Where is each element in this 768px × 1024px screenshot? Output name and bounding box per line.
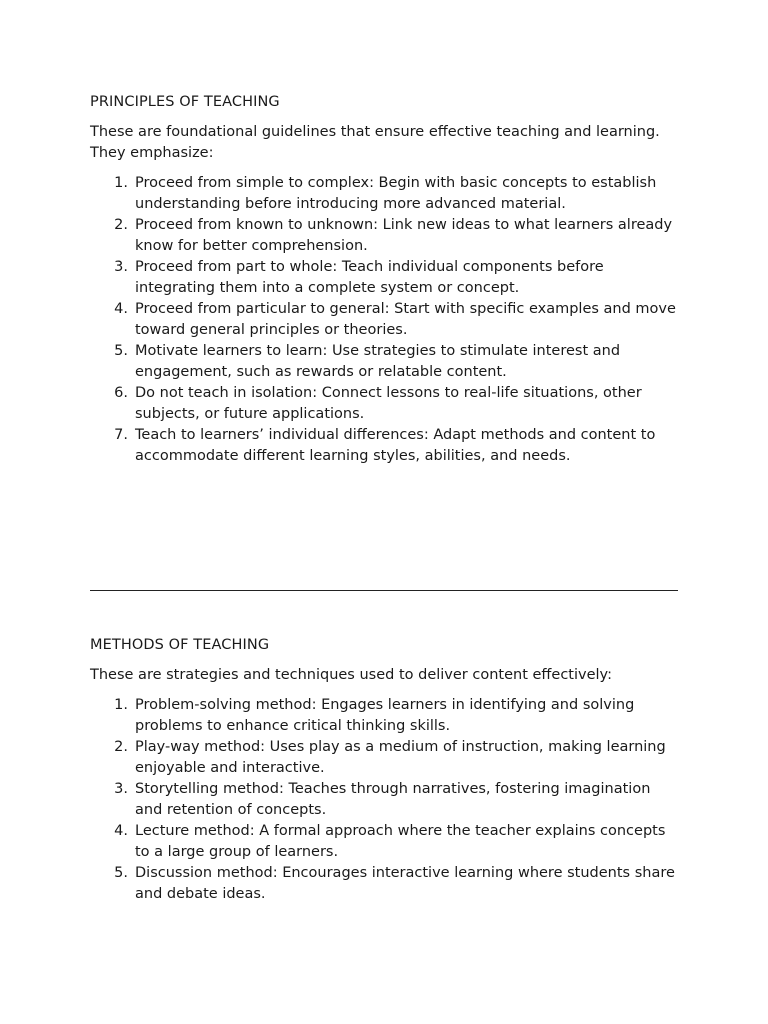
list-item-text: Problem-solving method: Engages learners in identifying and solving problems to enhance critical thinking skills. [135,697,635,734]
list-item [90,257,680,299]
section-divider [90,590,678,591]
list-number: 5. [114,343,128,359]
list-item [90,779,680,821]
list-number: 3. [114,781,128,797]
list-item [90,425,680,467]
list-number: 1. [114,697,128,713]
list-number: 3. [114,259,128,275]
list-item-text: Proceed from part to whole: Teach individual components before integrating them into a complete system or concept. [135,259,604,296]
list-item-text: Proceed from particular to general: Start with specific examples and move toward general principles or theories. [135,301,676,338]
list-item [90,695,680,737]
list-number: 1. [114,175,128,191]
list-item [90,863,680,905]
list-item-text: Storytelling method: Teaches through narratives, fostering imagination and retention of concepts. [135,781,651,818]
list-item [90,341,680,383]
list-number: 2. [114,217,128,233]
methods-section [90,635,680,905]
list-number: 4. [114,301,128,317]
methods-list [90,695,680,905]
list-item-text: Teach to learners’ individual differences: Adapt methods and content to accommodate different learning styles, abilities, and needs. [135,427,656,464]
list-item-text: Motivate learners to learn: Use strategies to stimulate interest and engagement, such as rewards or relatable content. [135,343,621,380]
list-item-text: Lecture method: A formal approach where the teacher explains concepts to a large group of learners. [135,823,666,860]
list-number: 6. [114,385,128,401]
list-number: 2. [114,739,128,755]
methods-heading: METHODS OF TEACHING [90,637,270,653]
list-item [90,383,680,425]
list-item [90,173,680,215]
principles-list [90,173,680,467]
list-item-text: Do not teach in isolation: Connect lessons to real-life situations, other subjects, or future applications. [135,385,642,422]
list-number: 7. [114,427,128,443]
list-number: 5. [114,865,128,881]
list-item [90,215,680,257]
principles-intro: These are foundational guidelines that ensure effective teaching and learning. They emphasize: [90,124,660,161]
methods-intro: These are strategies and techniques used to deliver content effectively: [90,667,612,683]
principles-heading: PRINCIPLES OF TEACHING [90,94,280,110]
list-item-text: Play-way method: Uses play as a medium of instruction, making learning enjoyable and interactive. [135,739,666,776]
list-item-text: Discussion method: Encourages interactive learning where students share and debate ideas. [135,865,675,902]
list-item [90,821,680,863]
list-number: 4. [114,823,128,839]
list-item [90,737,680,779]
list-item [90,299,680,341]
list-item-text: Proceed from simple to complex: Begin with basic concepts to establish understanding before introducing more advanced material. [135,175,657,212]
list-item-text: Proceed from known to unknown: Link new ideas to what learners already know for better comprehension. [135,217,673,254]
principles-section [90,92,680,467]
